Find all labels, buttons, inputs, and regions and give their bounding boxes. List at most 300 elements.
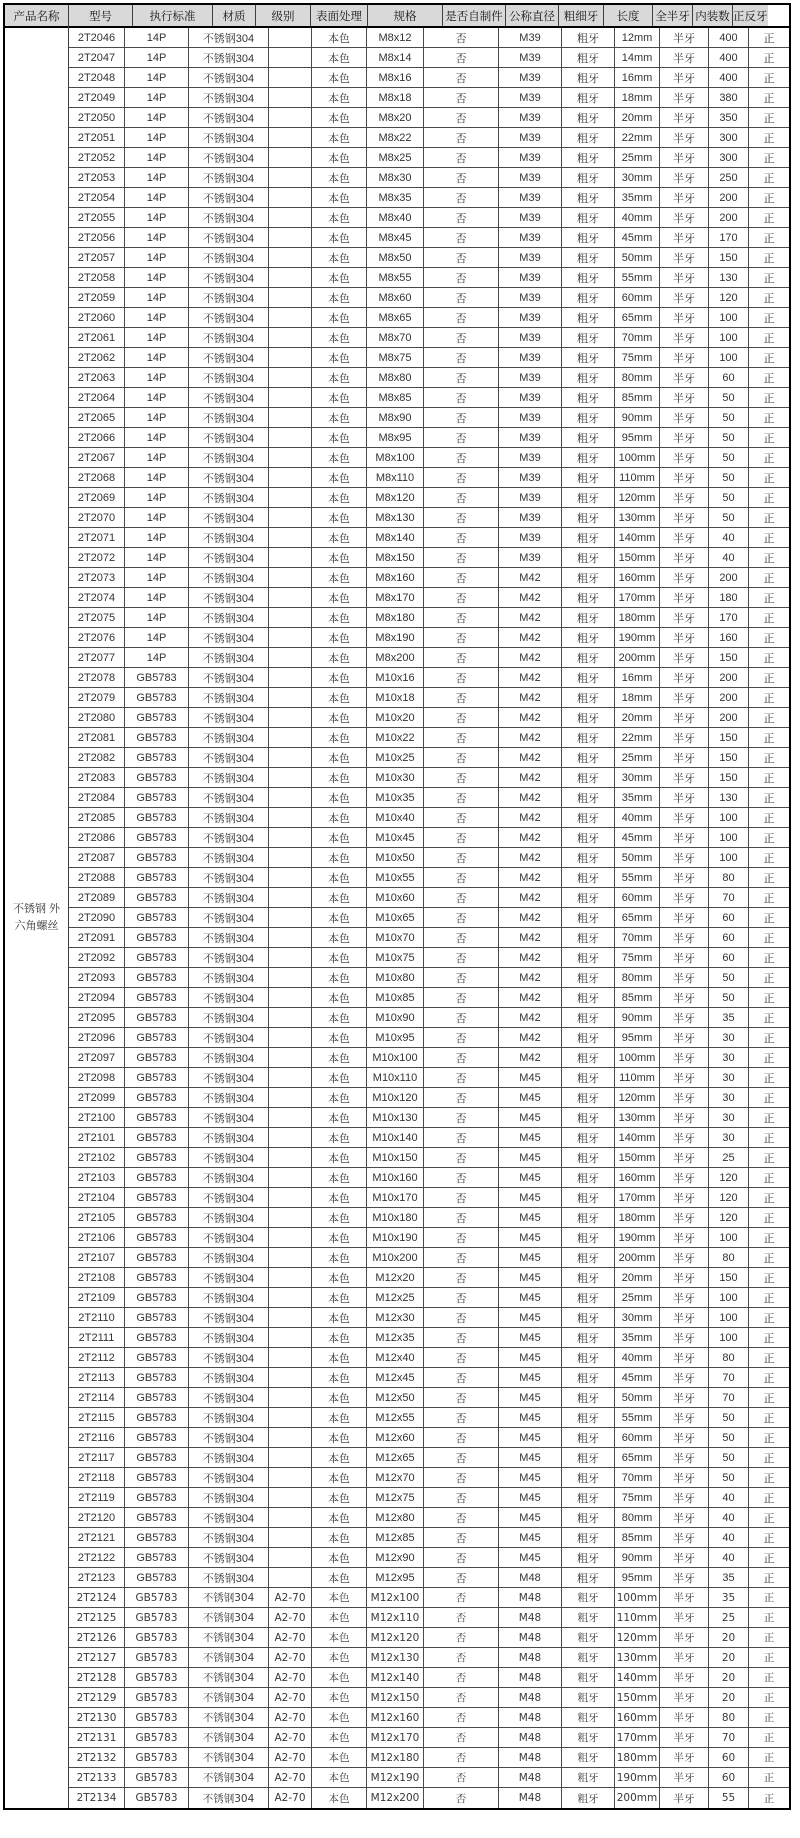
cell-full-half: 半牙 <box>660 1228 709 1247</box>
cell-grade <box>269 1228 312 1247</box>
cell-full-half: 半牙 <box>660 848 709 867</box>
cell-standard: GB5783 <box>125 1528 189 1547</box>
table-row <box>69 108 789 128</box>
cell-qty: 100 <box>709 1308 749 1327</box>
table-row <box>69 1308 789 1328</box>
cell-length: 170mm <box>615 1188 660 1207</box>
cell-material: 不锈钢304 <box>189 1708 269 1727</box>
cell-material: 不锈钢304 <box>189 1408 269 1427</box>
cell-spec: M12x180 <box>367 1748 424 1767</box>
cell-direction: 正 <box>749 488 789 507</box>
cell-standard: 14P <box>125 348 189 367</box>
cell-thread-pitch: 粗牙 <box>562 1088 615 1107</box>
cell-standard: GB5783 <box>125 1348 189 1367</box>
cell-full-half: 半牙 <box>660 1408 709 1427</box>
cell-diameter: M39 <box>499 208 562 227</box>
cell-spec: M12x110 <box>367 1608 424 1627</box>
cell-material: 不锈钢304 <box>189 708 269 727</box>
cell-diameter: M39 <box>499 268 562 287</box>
cell-surface: 本色 <box>312 728 367 747</box>
cell-full-half: 半牙 <box>660 528 709 547</box>
cell-length: 180mm <box>615 1208 660 1227</box>
cell-length: 75mm <box>615 1488 660 1507</box>
cell-selfmade: 否 <box>424 368 499 387</box>
cell-material: 不锈钢304 <box>189 848 269 867</box>
cell-direction: 正 <box>749 808 789 827</box>
cell-surface: 本色 <box>312 1208 367 1227</box>
cell-length: 65mm <box>615 908 660 927</box>
cell-thread-pitch: 粗牙 <box>562 408 615 427</box>
cell-surface: 本色 <box>312 68 367 87</box>
cell-selfmade: 否 <box>424 1608 499 1627</box>
cell-selfmade: 否 <box>424 428 499 447</box>
cell-diameter: M42 <box>499 768 562 787</box>
cell-spec: M12x100 <box>367 1588 424 1607</box>
cell-surface: 本色 <box>312 1168 367 1187</box>
cell-standard: 14P <box>125 288 189 307</box>
cell-standard: GB5783 <box>125 1708 189 1727</box>
cell-spec: M8x150 <box>367 548 424 567</box>
cell-selfmade: 否 <box>424 328 499 347</box>
cell-direction: 正 <box>749 1148 789 1167</box>
cell-thread-pitch: 粗牙 <box>562 1248 615 1267</box>
cell-material: 不锈钢304 <box>189 128 269 147</box>
cell-thread-pitch: 粗牙 <box>562 528 615 547</box>
table-row <box>69 988 789 1008</box>
cell-qty: 20 <box>709 1688 749 1707</box>
table-header-row <box>69 5 789 28</box>
cell-full-half: 半牙 <box>660 1628 709 1647</box>
cell-qty: 35 <box>709 1588 749 1607</box>
cell-diameter: M42 <box>499 608 562 627</box>
cell-full-half: 半牙 <box>660 1748 709 1767</box>
cell-surface: 本色 <box>312 1568 367 1587</box>
cell-thread-pitch: 粗牙 <box>562 1028 615 1047</box>
table-row <box>69 1788 789 1808</box>
cell-full-half: 半牙 <box>660 1768 709 1787</box>
cell-standard: GB5783 <box>125 1388 189 1407</box>
cell-model: 2T2126 <box>69 1628 125 1647</box>
cell-surface: 本色 <box>312 1108 367 1127</box>
cell-full-half: 半牙 <box>660 1688 709 1707</box>
cell-standard: GB5783 <box>125 1108 189 1127</box>
cell-diameter: M39 <box>499 288 562 307</box>
cell-model: 2T2078 <box>69 668 125 687</box>
cell-full-half: 半牙 <box>660 968 709 987</box>
cell-full-half: 半牙 <box>660 1468 709 1487</box>
cell-grade <box>269 1268 312 1287</box>
cell-material: 不锈钢304 <box>189 1088 269 1107</box>
cell-surface: 本色 <box>312 28 367 47</box>
cell-spec: M8x160 <box>367 568 424 587</box>
cell-direction: 正 <box>749 528 789 547</box>
cell-selfmade: 否 <box>424 808 499 827</box>
cell-direction: 正 <box>749 1428 789 1447</box>
cell-standard: 14P <box>125 648 189 667</box>
cell-model: 2T2111 <box>69 1328 125 1347</box>
cell-grade <box>269 1168 312 1187</box>
cell-material: 不锈钢304 <box>189 1728 269 1747</box>
cell-qty: 300 <box>709 128 749 147</box>
cell-selfmade: 否 <box>424 568 499 587</box>
cell-direction: 正 <box>749 1608 789 1627</box>
cell-qty: 70 <box>709 888 749 907</box>
cell-direction: 正 <box>749 868 789 887</box>
cell-qty: 50 <box>709 388 749 407</box>
cell-diameter: M39 <box>499 248 562 267</box>
cell-diameter: M45 <box>499 1448 562 1467</box>
cell-length: 160mm <box>615 568 660 587</box>
cell-selfmade: 否 <box>424 628 499 647</box>
cell-diameter: M42 <box>499 568 562 587</box>
cell-thread-pitch: 粗牙 <box>562 1168 615 1187</box>
cell-full-half: 半牙 <box>660 988 709 1007</box>
table-row <box>69 1628 789 1648</box>
cell-length: 85mm <box>615 988 660 1007</box>
cell-qty: 30 <box>709 1128 749 1147</box>
column-header: 公称直径 <box>506 5 559 26</box>
cell-thread-pitch: 粗牙 <box>562 208 615 227</box>
cell-spec: M12x150 <box>367 1688 424 1707</box>
cell-surface: 本色 <box>312 1128 367 1147</box>
cell-thread-pitch: 粗牙 <box>562 748 615 767</box>
cell-surface: 本色 <box>312 768 367 787</box>
table-row <box>69 1548 789 1568</box>
cell-thread-pitch: 粗牙 <box>562 728 615 747</box>
cell-material: 不锈钢304 <box>189 1428 269 1447</box>
cell-qty: 35 <box>709 1568 749 1587</box>
cell-full-half: 半牙 <box>660 1528 709 1547</box>
cell-full-half: 半牙 <box>660 1608 709 1627</box>
cell-model: 2T2084 <box>69 788 125 807</box>
cell-direction: 正 <box>749 828 789 847</box>
column-header: 是否自制件 <box>443 5 506 26</box>
cell-thread-pitch: 粗牙 <box>562 948 615 967</box>
cell-thread-pitch: 粗牙 <box>562 1508 615 1527</box>
table-row <box>69 1568 789 1588</box>
cell-surface: 本色 <box>312 1288 367 1307</box>
cell-diameter: M48 <box>499 1648 562 1667</box>
cell-model: 2T2106 <box>69 1228 125 1247</box>
cell-full-half: 半牙 <box>660 1788 709 1808</box>
cell-full-half: 半牙 <box>660 228 709 247</box>
cell-direction: 正 <box>749 628 789 647</box>
cell-spec: M10x150 <box>367 1148 424 1167</box>
cell-full-half: 半牙 <box>660 868 709 887</box>
cell-material: 不锈钢304 <box>189 1188 269 1207</box>
cell-spec: M8x40 <box>367 208 424 227</box>
cell-model: 2T2091 <box>69 928 125 947</box>
cell-direction: 正 <box>749 1388 789 1407</box>
cell-material: 不锈钢304 <box>189 568 269 587</box>
cell-model: 2T2115 <box>69 1408 125 1427</box>
cell-thread-pitch: 粗牙 <box>562 1008 615 1027</box>
cell-length: 70mm <box>615 928 660 947</box>
cell-length: 110mm <box>615 1608 660 1627</box>
cell-full-half: 半牙 <box>660 1508 709 1527</box>
cell-qty: 35 <box>709 1008 749 1027</box>
cell-selfmade: 否 <box>424 668 499 687</box>
cell-thread-pitch: 粗牙 <box>562 168 615 187</box>
cell-grade: A2-70 <box>269 1788 312 1808</box>
cell-model: 2T2122 <box>69 1548 125 1567</box>
cell-standard: GB5783 <box>125 1608 189 1627</box>
cell-grade <box>269 948 312 967</box>
table-row <box>69 768 789 788</box>
cell-thread-pitch: 粗牙 <box>562 688 615 707</box>
cell-grade <box>269 28 312 47</box>
cell-grade <box>269 588 312 607</box>
cell-model: 2T2117 <box>69 1448 125 1467</box>
cell-full-half: 半牙 <box>660 268 709 287</box>
cell-surface: 本色 <box>312 1728 367 1747</box>
table-row <box>69 1288 789 1308</box>
cell-direction: 正 <box>749 48 789 67</box>
cell-diameter: M48 <box>499 1768 562 1787</box>
cell-length: 18mm <box>615 688 660 707</box>
cell-surface: 本色 <box>312 708 367 727</box>
table-row <box>69 88 789 108</box>
cell-qty: 160 <box>709 628 749 647</box>
cell-qty: 40 <box>709 1508 749 1527</box>
cell-thread-pitch: 粗牙 <box>562 928 615 947</box>
cell-spec: M10x30 <box>367 768 424 787</box>
cell-model: 2T2089 <box>69 888 125 907</box>
cell-length: 150mm <box>615 1148 660 1167</box>
cell-full-half: 半牙 <box>660 28 709 47</box>
cell-length: 100mm <box>615 448 660 467</box>
cell-direction: 正 <box>749 1408 789 1427</box>
cell-length: 170mm <box>615 588 660 607</box>
cell-surface: 本色 <box>312 1448 367 1467</box>
cell-standard: 14P <box>125 328 189 347</box>
cell-qty: 30 <box>709 1068 749 1087</box>
cell-standard: GB5783 <box>125 908 189 927</box>
cell-length: 90mm <box>615 1548 660 1567</box>
cell-qty: 30 <box>709 1108 749 1127</box>
table-body <box>69 28 789 1808</box>
cell-grade <box>269 268 312 287</box>
cell-thread-pitch: 粗牙 <box>562 468 615 487</box>
cell-surface: 本色 <box>312 908 367 927</box>
cell-spec: M8x75 <box>367 348 424 367</box>
cell-surface: 本色 <box>312 388 367 407</box>
cell-diameter: M45 <box>499 1268 562 1287</box>
cell-model: 2T2087 <box>69 848 125 867</box>
cell-length: 80mm <box>615 968 660 987</box>
cell-direction: 正 <box>749 1668 789 1687</box>
table-row <box>69 1168 789 1188</box>
cell-standard: 14P <box>125 468 189 487</box>
cell-grade <box>269 988 312 1007</box>
cell-selfmade: 否 <box>424 708 499 727</box>
cell-length: 200mm <box>615 648 660 667</box>
cell-selfmade: 否 <box>424 948 499 967</box>
cell-full-half: 半牙 <box>660 548 709 567</box>
cell-spec: M12x40 <box>367 1348 424 1367</box>
cell-length: 40mm <box>615 1348 660 1367</box>
cell-full-half: 半牙 <box>660 368 709 387</box>
table-row <box>69 1588 789 1608</box>
cell-material: 不锈钢304 <box>189 1368 269 1387</box>
table-row <box>69 428 789 448</box>
cell-thread-pitch: 粗牙 <box>562 988 615 1007</box>
cell-grade <box>269 208 312 227</box>
cell-surface: 本色 <box>312 48 367 67</box>
cell-standard: GB5783 <box>125 1468 189 1487</box>
cell-surface: 本色 <box>312 1688 367 1707</box>
cell-surface: 本色 <box>312 1588 367 1607</box>
cell-material: 不锈钢304 <box>189 888 269 907</box>
cell-model: 2T2083 <box>69 768 125 787</box>
cell-standard: 14P <box>125 548 189 567</box>
cell-thread-pitch: 粗牙 <box>562 588 615 607</box>
cell-material: 不锈钢304 <box>189 1668 269 1687</box>
cell-diameter: M45 <box>499 1128 562 1147</box>
table-row <box>69 728 789 748</box>
cell-thread-pitch: 粗牙 <box>562 68 615 87</box>
cell-thread-pitch: 粗牙 <box>562 28 615 47</box>
cell-qty: 200 <box>709 188 749 207</box>
cell-model: 2T2072 <box>69 548 125 567</box>
cell-spec: M8x110 <box>367 468 424 487</box>
cell-material: 不锈钢304 <box>189 188 269 207</box>
cell-standard: GB5783 <box>125 948 189 967</box>
cell-standard: 14P <box>125 168 189 187</box>
cell-standard: GB5783 <box>125 988 189 1007</box>
cell-selfmade: 否 <box>424 1428 499 1447</box>
cell-surface: 本色 <box>312 248 367 267</box>
cell-qty: 380 <box>709 88 749 107</box>
cell-surface: 本色 <box>312 408 367 427</box>
cell-grade <box>269 1468 312 1487</box>
cell-diameter: M39 <box>499 448 562 467</box>
cell-full-half: 半牙 <box>660 1428 709 1447</box>
cell-length: 30mm <box>615 168 660 187</box>
cell-grade <box>269 368 312 387</box>
cell-model: 2T2119 <box>69 1488 125 1507</box>
cell-model: 2T2110 <box>69 1308 125 1327</box>
cell-spec: M10x170 <box>367 1188 424 1207</box>
cell-material: 不锈钢304 <box>189 1628 269 1647</box>
cell-full-half: 半牙 <box>660 1088 709 1107</box>
cell-model: 2T2066 <box>69 428 125 447</box>
cell-thread-pitch: 粗牙 <box>562 328 615 347</box>
cell-standard: 14P <box>125 568 189 587</box>
cell-diameter: M45 <box>499 1528 562 1547</box>
cell-qty: 80 <box>709 868 749 887</box>
cell-grade <box>269 108 312 127</box>
cell-selfmade: 否 <box>424 688 499 707</box>
cell-material: 不锈钢304 <box>189 1688 269 1707</box>
cell-qty: 80 <box>709 1248 749 1267</box>
cell-model: 2T2057 <box>69 248 125 267</box>
cell-thread-pitch: 粗牙 <box>562 1208 615 1227</box>
cell-full-half: 半牙 <box>660 828 709 847</box>
cell-surface: 本色 <box>312 1188 367 1207</box>
cell-standard: 14P <box>125 108 189 127</box>
cell-selfmade: 否 <box>424 1388 499 1407</box>
cell-material: 不锈钢304 <box>189 1288 269 1307</box>
cell-full-half: 半牙 <box>660 128 709 147</box>
cell-direction: 正 <box>749 1488 789 1507</box>
cell-length: 30mm <box>615 768 660 787</box>
cell-surface: 本色 <box>312 1328 367 1347</box>
cell-grade <box>269 968 312 987</box>
cell-diameter: M42 <box>499 848 562 867</box>
cell-material: 不锈钢304 <box>189 648 269 667</box>
cell-full-half: 半牙 <box>660 668 709 687</box>
cell-diameter: M48 <box>499 1688 562 1707</box>
cell-selfmade: 否 <box>424 128 499 147</box>
cell-standard: GB5783 <box>125 728 189 747</box>
cell-selfmade: 否 <box>424 608 499 627</box>
cell-standard: GB5783 <box>125 1028 189 1047</box>
cell-model: 2T2071 <box>69 528 125 547</box>
cell-selfmade: 否 <box>424 788 499 807</box>
cell-spec: M10x190 <box>367 1228 424 1247</box>
cell-spec: M8x14 <box>367 48 424 67</box>
cell-surface: 本色 <box>312 208 367 227</box>
cell-standard: GB5783 <box>125 1728 189 1747</box>
table-row <box>69 1488 789 1508</box>
cell-diameter: M45 <box>499 1148 562 1167</box>
cell-grade <box>269 1128 312 1147</box>
cell-spec: M8x16 <box>367 68 424 87</box>
cell-qty: 170 <box>709 228 749 247</box>
cell-selfmade: 否 <box>424 1648 499 1667</box>
column-header-product-name: 产品名称 <box>5 5 68 28</box>
cell-surface: 本色 <box>312 1388 367 1407</box>
cell-direction: 正 <box>749 128 789 147</box>
cell-diameter: M48 <box>499 1628 562 1647</box>
cell-grade <box>269 388 312 407</box>
cell-model: 2T2093 <box>69 968 125 987</box>
cell-grade <box>269 828 312 847</box>
cell-model: 2T2134 <box>69 1788 125 1808</box>
cell-surface: 本色 <box>312 1468 367 1487</box>
cell-model: 2T2128 <box>69 1668 125 1687</box>
cell-standard: GB5783 <box>125 1188 189 1207</box>
cell-selfmade: 否 <box>424 648 499 667</box>
cell-material: 不锈钢304 <box>189 348 269 367</box>
cell-thread-pitch: 粗牙 <box>562 348 615 367</box>
cell-selfmade: 否 <box>424 1288 499 1307</box>
cell-qty: 150 <box>709 648 749 667</box>
cell-full-half: 半牙 <box>660 108 709 127</box>
cell-selfmade: 否 <box>424 1348 499 1367</box>
cell-selfmade: 否 <box>424 728 499 747</box>
cell-spec: M10x160 <box>367 1168 424 1187</box>
cell-model: 2T2074 <box>69 588 125 607</box>
cell-thread-pitch: 粗牙 <box>562 668 615 687</box>
table-row <box>69 948 789 968</box>
cell-diameter: M45 <box>499 1208 562 1227</box>
cell-qty: 60 <box>709 368 749 387</box>
cell-selfmade: 否 <box>424 1728 499 1747</box>
cell-grade: A2-70 <box>269 1608 312 1627</box>
cell-diameter: M42 <box>499 588 562 607</box>
cell-qty: 30 <box>709 1088 749 1107</box>
table-row <box>69 1688 789 1708</box>
cell-surface: 本色 <box>312 588 367 607</box>
cell-model: 2T2088 <box>69 868 125 887</box>
cell-qty: 250 <box>709 168 749 187</box>
cell-full-half: 半牙 <box>660 808 709 827</box>
cell-spec: M10x35 <box>367 788 424 807</box>
cell-qty: 50 <box>709 1448 749 1467</box>
cell-material: 不锈钢304 <box>189 1588 269 1607</box>
